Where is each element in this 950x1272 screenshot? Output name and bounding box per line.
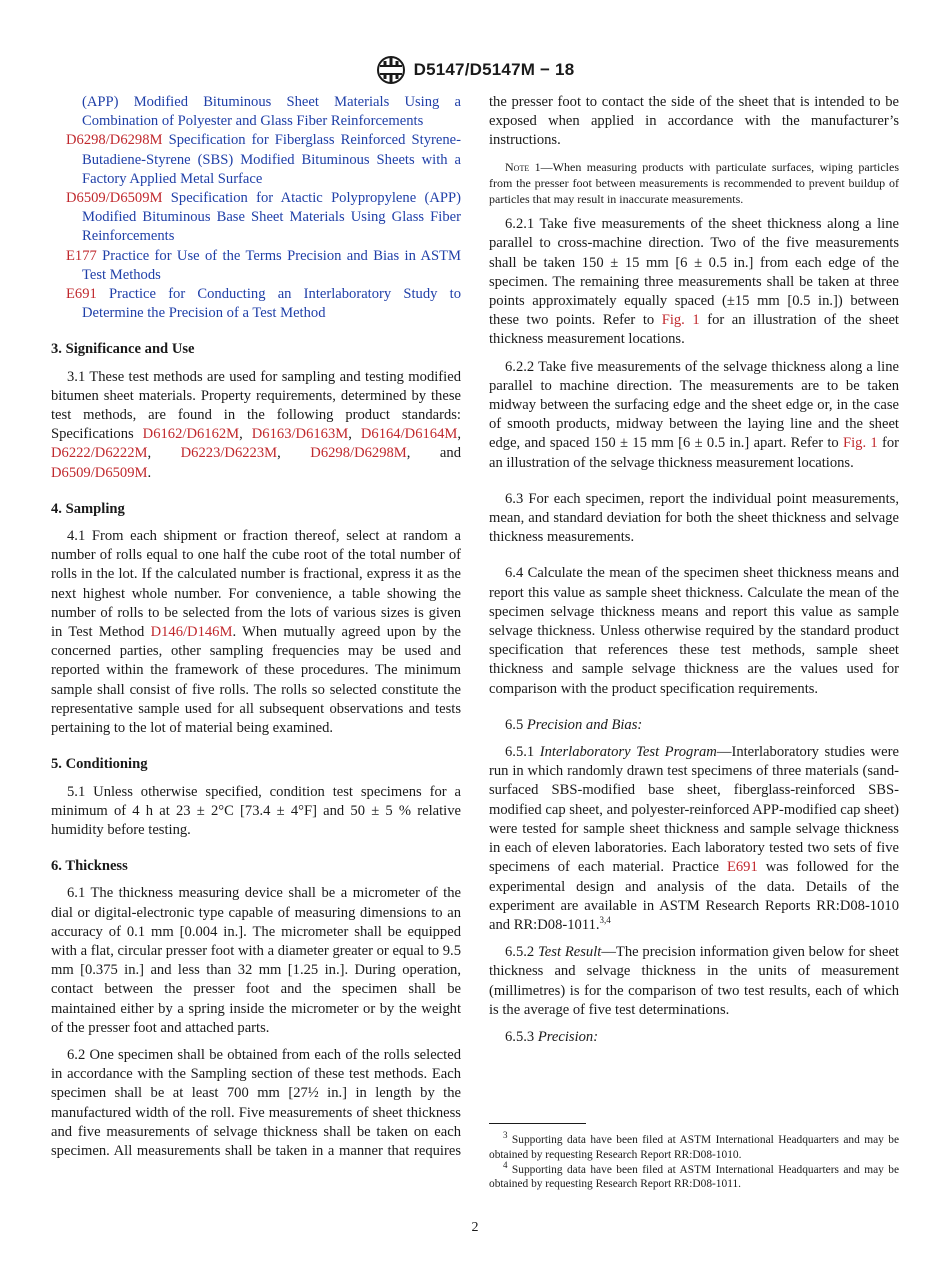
ref-e177 (51, 247, 461, 285)
para-6-1: 6.1 The thickness measuring device shall be a micrometer of the dial or digital-electronic type capable of measuring dimensions to an accuracy of 0.1 mm [0.004 in.]. The micrometer shall be equipped with a flat, circular presser foot with a diameter greater or equal to 9.5 mm [0.375 in.] and less than 32 mm [1.25 in.]. During operation, contact between the presser foot and the specimen shall be maintained either by a spring inside the micrometer or by the weight of the presser foot and attached parts. (51, 885, 461, 1036)
link-d6509[interactable]: D6509/D6509M (51, 464, 148, 481)
para-6-5: 6.5 Precision and Bias: (505, 716, 643, 733)
para-6-2-1: 6.2.1 Take five measurements of the sheet thickness along a line parallel to cross-machine direction. Two of the five measurements shall be taken 150 ± 15 mm [6 ± 0.5 in.] from each edge of the specimen. The remaining three measurements shall be taken at three points approximately equally spaced (±15 mm [0.5 in.]) between these two points. Refer to Fig. 1 for an illustration of the sheet thickness measurement locations. (489, 216, 899, 348)
ref-title-d6298[interactable]: Specification for Fiberglass Reinforced Styrene-Butadiene-Styrene (SBS) Modified Bituminous Sheets with a Factory Applied Metal Surface (82, 132, 461, 187)
link-d6298[interactable]: D6298/D6298M (310, 445, 407, 462)
left-column (51, 93, 461, 1161)
para-6-4: 6.4 Calculate the mean of the specimen sheet thickness means and report this value as sample sheet thickness. Calculate the mean of the specimen selvage thickness means and report this value as sample selvage thickness. Unless otherwise required by the standard product specification that references these test methods, sample sheet thickness and sample selvage thickness are the values used for comparison with the product specification requirements. (489, 565, 899, 697)
ref-d6509 (51, 189, 461, 247)
link-d6223[interactable]: D6223/D6223M (180, 445, 278, 462)
ref-title-e177[interactable]: Practice for Use of the Terms Precision and Bias in ASTM Test Methods (82, 247, 461, 283)
page-number: 2 (471, 1220, 479, 1235)
para-4-1: 4.1 From each shipment or fraction thereof, select at random a number of rolls equal to one half the cube root of the total number of rolls in the lot. If the calculated number is fractional, express it as the next highest whole number. For convenience, a table showing the number of rolls to be selected from the lots of various sizes is given in Test Method D146/D146M. When mutually agreed upon by the concerned parties, other sampling frequencies may be used and reported within the framework of these procedures. The minimum sample shall consist of five rolls. The rolls so selected constitute the representative sample used for all subsequent observations and tests pertaining to the lot of material being examined. (51, 528, 461, 737)
section-heading-4: 4. Sampling (51, 500, 125, 517)
ref-code-e177[interactable]: E177 (66, 247, 97, 264)
ref-code-d6298[interactable]: D6298/D6298M (66, 132, 163, 149)
link-d6222[interactable]: D6222/D6222M (51, 445, 148, 462)
para-3-1: 3.1 These test methods are used for sampling and testing modified bitumen sheet materials. Property requirements, determined by these test methods, are found in the following product standards: Specifications D6162/D6162M, D6163/D6163M, D6164/D6164M, D6222/D6222M, D6223/D6223M, D6298/D6298M, and D6509/D6509M. (51, 368, 462, 481)
ref-code-d6509[interactable]: D6509/D6509M (66, 190, 163, 207)
astm-logo-icon (376, 55, 406, 85)
link-d6163[interactable]: D6163/D6163M (251, 426, 349, 443)
section-heading-5: 5. Conditioning (51, 756, 148, 773)
para-5-1: 5.1 Unless otherwise specified, condition test specimens for a minimum of 4 h at 23 ± 2°C [73.4 ± 4°F] and 50 ± 5 % relative humidity before testing. (51, 783, 461, 838)
link-fig-1-b[interactable]: Fig. 1 (843, 435, 878, 452)
ref-e691 (51, 285, 461, 323)
link-fig-1-a[interactable]: Fig. 1 (661, 312, 700, 329)
ref-title-e691[interactable]: Practice for Conducting an Interlaboratory Study to Determine the Precision of a Test Method (82, 286, 461, 322)
link-d6162[interactable]: D6162/D6162M (142, 426, 240, 443)
page-header (0, 54, 950, 86)
ref-continued (51, 93, 461, 131)
link-e691-body[interactable]: E691 (726, 859, 758, 876)
footnote-4: $^4$ Supporting data have been filed at ASTM International Headquarters and may be obtained by requesting Research Report RR:D08-1011. (489, 1159, 899, 1191)
document-id: D5147/D5147M − 18 (413, 60, 575, 79)
footnote-divider (489, 1123, 586, 1124)
section-heading-6: 6. Thickness (51, 858, 128, 875)
ref-code-e691[interactable]: E691 (66, 286, 97, 303)
footnote-ref-3-4[interactable]: 3,4 (599, 915, 611, 926)
para-6-3: 6.3 For each specimen, report the individual point measurements, mean, and standard deviation for both the sheet thickness and selvage thickness measurements. (489, 490, 899, 546)
para-6-5-2: 6.5.2 Test Result—The precision information given below for sheet thickness and selvage thickness in the units of measurement (millimetres) is for the comparison of two test results, each of which is the average of five test determinations. (489, 944, 899, 1018)
para-6-2: 6.2 One specimen shall be obtained from each of the rolls selected in accordance with the Sampling section of these test methods. Each specimen shall be at least 700 mm [27½ in.] in length by the manufactured width of the roll. Five measurements of sheet thickness and five measurements of selvage thickness shall be taken on each specimen. All measurements shall be taken in a manner that requires (51, 1046, 461, 1159)
right-column (489, 93, 899, 1047)
note-1: Note 1—When measuring products with particulate surfaces, wiping particles from the presser foot between measurements is recommended to prevent buildup of particles that may result in inaccurate measurements. (489, 159, 900, 206)
link-d146[interactable]: D146/D146M (150, 624, 233, 641)
para-6-2-2: 6.2.2 Take five measurements of the selvage thickness along a line parallel to machine direction. The measurements are to be taken midway between the surfacing edge and the sheet edge or, in the case of smooth products, midway between the laying line and the sheet edge, and spaced 150 ± 15 mm [6 ± 0.5 in.] apart. Refer to Fig. 1 for an illustration of the selvage thickness measurement locations. (489, 358, 900, 471)
link-d6164[interactable]: D6164/D6164M (360, 426, 458, 443)
para-6-5-3: 6.5.3 Precision: (505, 1028, 599, 1045)
ref-d6298 (51, 131, 461, 189)
footnote-3: $^3$ Supporting data have been filed at ASTM International Headquarters and may be obtained by requesting Research Report RR:D08-1010. (489, 1130, 899, 1161)
footnotes (489, 1130, 899, 1192)
para-6-5-1: 6.5.1 Interlaboratory Test Program—Interlaboratory studies were run in which randomly drawn test specimens of three materials (sand-surfaced SBS-modified base sheet, fiberglass-reinforced SBS-modified cap sheet, and polyester-reinforced APP-modified cap sheet) were tested for sample sheet thickness and sample selvage thickness in each of eleven laboratories. Each laboratory tested two sets of five specimens of each material. Practice E691 was followed for the experimental design and analysis of the data. Details of the experiment are available in ASTM Research Reports RR:D08-1010 and RR:D08-1011.$^{3,4}$ (489, 744, 900, 933)
ref-link-cont[interactable]: (APP) Modified Bituminous Sheet Materials Using a Combination of Polyester and Glass Fiber Reinforcements (82, 94, 461, 130)
ref-title-d6509[interactable]: Specification for Atactic Polypropylene (APP) Modified Bituminous Base Sheet Materials Using Glass Fiber Reinforcements (82, 190, 461, 245)
section-heading-3: 3. Significance and Use (51, 341, 195, 358)
para-6-2-continued: the presser foot to contact the side of the sheet that is intended to be exposed when applied in accordance with the manufacturer’s instructions. (489, 94, 899, 149)
